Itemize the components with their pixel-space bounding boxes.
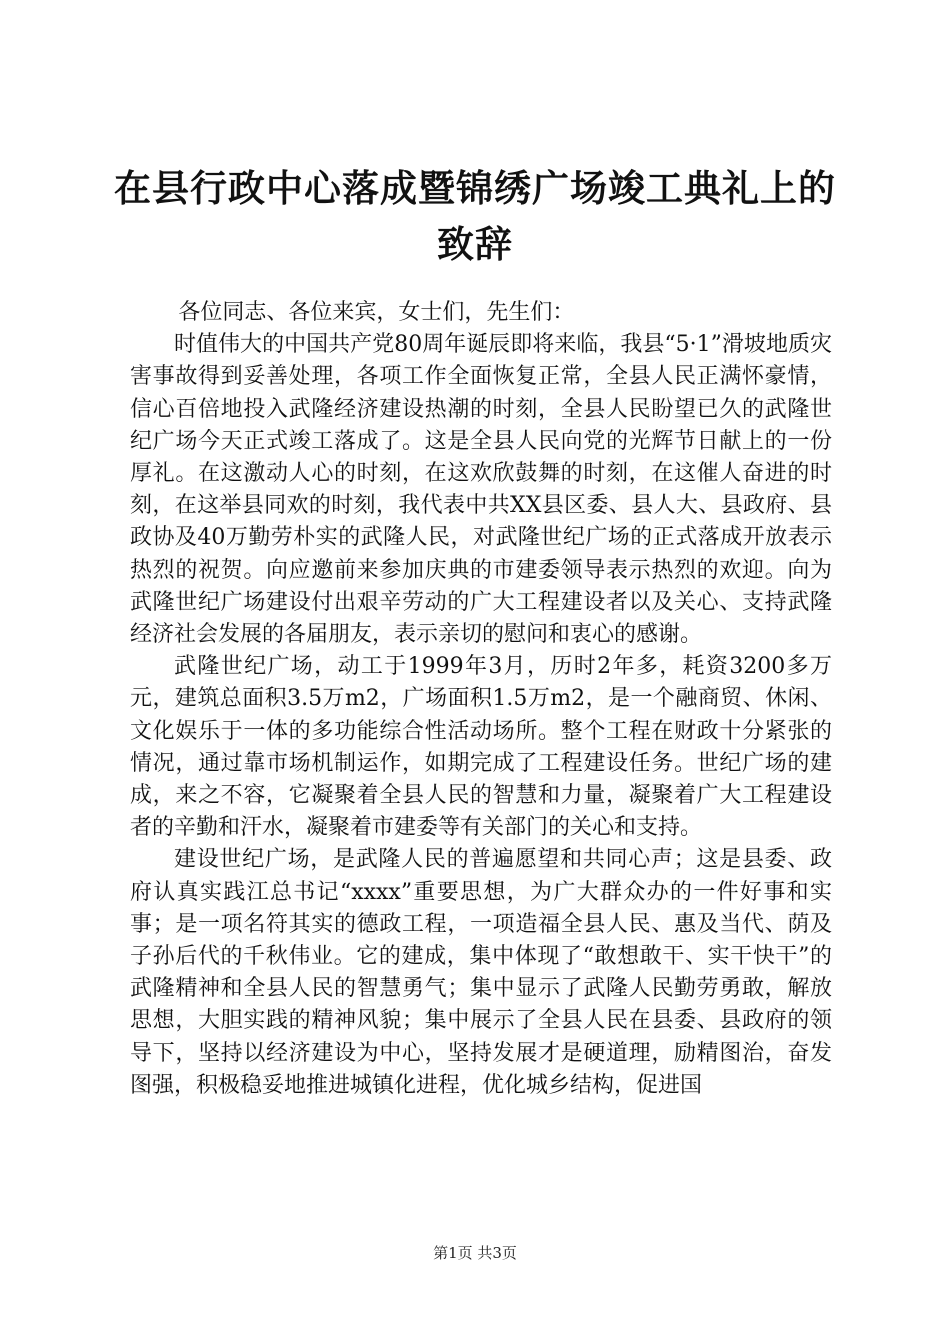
document-body <box>130 297 832 1102</box>
paragraph-3: 建设世纪广场，是武隆人民的普遍愿望和共同心声；这是县委、政府认真实践江总书记“xxxx”重要思想，为广大群众办的一件好事和实事；是一项名符其实的德政工程，一项造福全县人民、惠及当代、荫及子孙后代的千秋伟业。它的建成，集中体现了“敢想敢干、实干快干”的武隆精神和全县人民的智慧勇气；集中显示了武隆人民勤劳勇敢，解放思想，大胆实践的精神风貌；集中展示了全县人民在县委、县政府的领导下，坚持以经济建设为中心，坚持发展才是硬道理，励精图治，奋发图强，积极稳妥地推进城镇化进程，优化城乡结构，促进国 <box>130 847 832 1098</box>
paragraph-salutation: 各位同志、各位来宾，女士们，先生们： <box>178 300 575 325</box>
paragraph-2: 武隆世纪广场，动工于1999年3月，历时2年多，耗资3200多万元，建筑总面积3.5万m2，广场面积1.5万m2，是一个融商贸、休闲、文化娱乐于一体的多功能综合性活动场所。整个工程在财政十分紧张的情况，通过靠市场机制运作，如期完成了工程建设任务。世纪广场的建成，来之不容，它凝聚着全县人民的智慧和力量，凝聚着广大工程建设者的辛勤和汗水，凝聚着市建委等有关部门的关心和支持。 <box>130 654 832 841</box>
paragraph-1: 时值伟大的中国共产党80周年诞辰即将来临，我县“5·1”滑坡地质灾害事故得到妥善处理，各项工作全面恢复正常，全县人民正满怀豪情，信心百倍地投入武隆经济建设热潮的时刻，全县人民盼望已久的武隆世纪广场今天正式竣工落成了。这是全县人民向党的光辉节日献上的一份厚礼。在这激动人心的时刻，在这欢欣鼓舞的时刻，在这催人奋进的时刻，在这举县同欢的时刻，我代表中共XX县区委、县人大、县政府、县政协及40万勤劳朴实的武隆人民，对武隆世纪广场的正式落成开放表示热烈的祝贺。向应邀前来参加庆典的市建委领导表示热烈的欢迎。向为武隆世纪广场建设付出艰辛劳动的广大工程建设者以及关心、支持武隆经济社会发展的各届朋友，表示亲切的慰问和衷心的感谢。 <box>130 332 832 648</box>
document-title: 在县行政中心落成暨锦绣广场竣工典礼上的致辞 <box>114 166 836 266</box>
page-footer: 第1页 共3页 <box>433 1244 517 1262</box>
